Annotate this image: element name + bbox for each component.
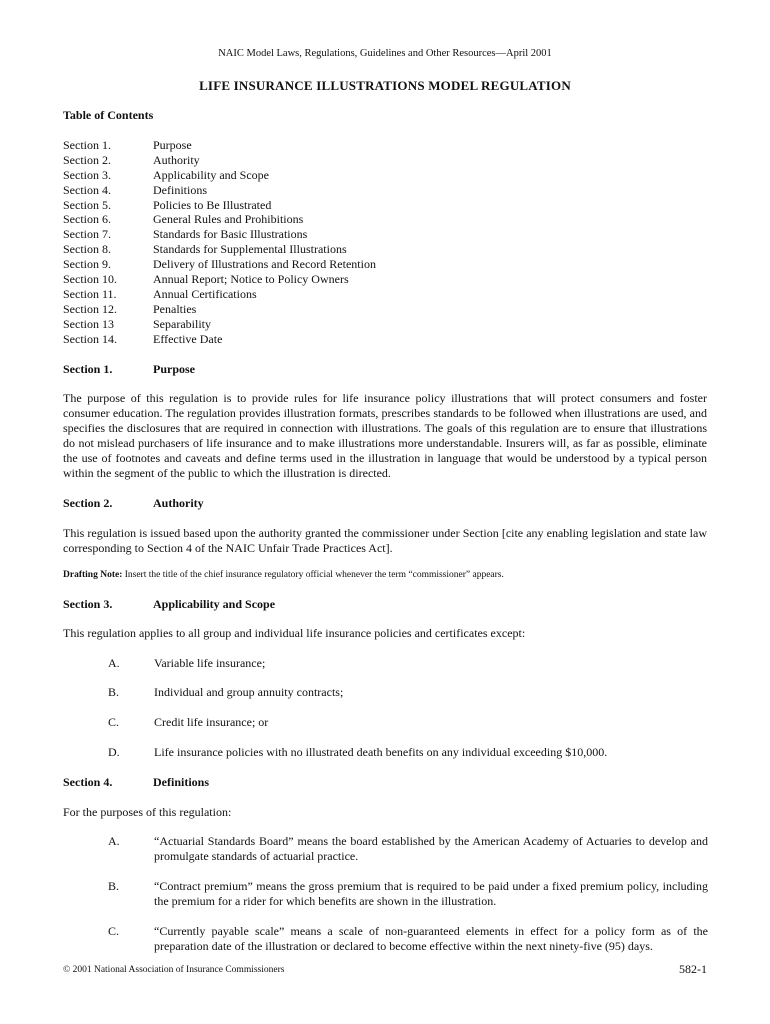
toc-section-number: Section 6. [63,212,111,227]
section-3-heading [63,597,275,612]
toc-heading: Table of Contents [63,108,154,122]
toc-section-title: Standards for Basic Illustrations [153,227,308,242]
section-4-intro: For the purposes of this regulation: [63,805,232,819]
toc-row [63,138,376,153]
toc-section-number: Section 11. [63,286,117,301]
item-text: “Currently payable scale” means a scale of non-guaranteed elements in effect for a policy form as of the preparation date of the illustration or declared to become effective within the next ninety-five (95) days. [154,924,708,953]
toc-row [63,287,376,302]
item-text: “Contract premium” means the gross premium that is required to be paid under a fixed premium policy, including the premium for a rider for which benefits are shown in the illustration. [154,879,708,908]
document-title: LIFE INSURANCE ILLUSTRATIONS MODEL REGULATION [199,78,571,93]
toc-section-number: Section 1. [63,138,111,152]
toc-row [63,198,376,213]
toc-section-number: Section 12. [63,301,117,316]
running-header: NAIC Model Laws, Regulations, Guidelines and Other Resources—April 2001 [218,48,552,59]
toc-row [63,227,376,242]
toc-section-number: Section 2. [63,152,111,167]
toc-row [63,168,376,183]
toc-section-number: Section 5. [63,197,111,212]
toc-section-title: Purpose [153,138,192,152]
toc-section-number: Section 10. [63,272,117,287]
item-text: Individual and group annuity contracts; [154,685,344,699]
list-item [108,715,708,730]
toc-section-title: Annual Report; Notice to Policy Owners [153,272,349,287]
section-2-body: This regulation is issued based upon the authority granted the commissioner under Section [cite any enabling legislation and state law corresponding to Section 4 of the NAIC Unfair Trade Practices Act]. [63,526,707,555]
toc-section-title: Authority [153,152,200,167]
item-letter: A. [108,656,120,670]
item-text: Life insurance policies with no illustrated death benefits on any individual exceeding $10,000. [154,745,608,759]
toc-row [63,332,376,347]
toc-row [63,242,376,257]
toc-section-number: Section 13 [63,316,114,331]
toc-row [63,257,376,272]
item-letter: C. [108,924,120,938]
toc-row [63,183,376,198]
section-1-body: The purpose of this regulation is to provide rules for life insurance policy illustrations that will protect consumers and foster consumer education. The regulation provides illustration formats, prescribes standards to be followed when illustrations are used, and specifies the disclosures that are required in connection with illustrations. The goals of this regulation are to ensure that illustrations do not mislead purchasers of life insurance and to make illustrations more understandable. Insurers will, as far as possible, eliminate the use of footnotes and caveats and define terms used in the illustration in language that would be understood by a typical person within the segment of the public to which the illustration is directed. [63,391,707,480]
section-3-intro: This regulation applies to all group and individual life insurance policies and certificates except: [63,626,526,640]
toc-row [63,212,376,227]
toc-section-number: Section 14. [63,331,117,346]
page-number: 582-1 [679,962,707,976]
item-text: “Actuarial Standards Board” means the board established by the American Academy of Actuaries to develop and promulgate standards of actuarial practice. [154,834,708,863]
section-number: Section 2. [63,496,113,510]
section-number: Section 4. [63,775,113,789]
toc-section-number: Section 9. [63,257,111,272]
definition-item [108,879,708,909]
list-item [108,745,708,760]
toc-section-number: Section 8. [63,242,111,257]
section-title: Purpose [153,362,195,376]
table-of-contents [63,138,376,346]
toc-section-title: Standards for Supplemental Illustrations [153,242,347,257]
toc-row [63,153,376,168]
list-item [108,685,708,700]
toc-section-number: Section 3. [63,167,111,182]
drafting-note-text: Insert the title of the chief insurance regulatory official whenever the term “commissioner” appears. [124,570,504,580]
toc-section-title: Effective Date [153,331,223,346]
footer-copyright: © 2001 National Association of Insurance Commissioners [63,965,285,975]
section-title: Applicability and Scope [153,597,276,611]
toc-section-title: General Rules and Prohibitions [153,212,304,227]
section-4-heading [63,775,209,790]
toc-section-title: Policies to Be Illustrated [153,197,272,212]
toc-section-title: Definitions [153,182,207,197]
item-letter: A. [108,834,120,848]
section-title: Definitions [153,775,210,789]
section-1-heading [63,362,195,377]
toc-section-title: Separability [153,316,211,331]
toc-section-title: Applicability and Scope [153,167,269,182]
item-letter: B. [108,685,120,699]
section-title: Authority [153,496,204,510]
section-number: Section 1. [63,362,113,376]
toc-row [63,272,376,287]
toc-section-title: Delivery of Illustrations and Record Retention [153,257,376,272]
definition-item [108,924,708,954]
item-letter: C. [108,715,120,729]
toc-section-number: Section 7. [63,227,111,242]
toc-section-title: Penalties [153,301,197,316]
section-2-heading [63,496,204,511]
toc-section-number: Section 4. [63,182,111,197]
item-text: Variable life insurance; [154,656,266,670]
list-item [108,656,708,671]
item-text: Credit life insurance; or [154,715,269,729]
item-letter: B. [108,879,120,893]
item-letter: D. [108,745,120,759]
drafting-note-label: Drafting Note: [63,570,123,580]
toc-section-title: Annual Certifications [153,286,257,301]
section-number: Section 3. [63,597,113,611]
toc-row [63,317,376,332]
drafting-note [63,569,707,581]
definition-item [108,834,708,864]
toc-row [63,302,376,317]
